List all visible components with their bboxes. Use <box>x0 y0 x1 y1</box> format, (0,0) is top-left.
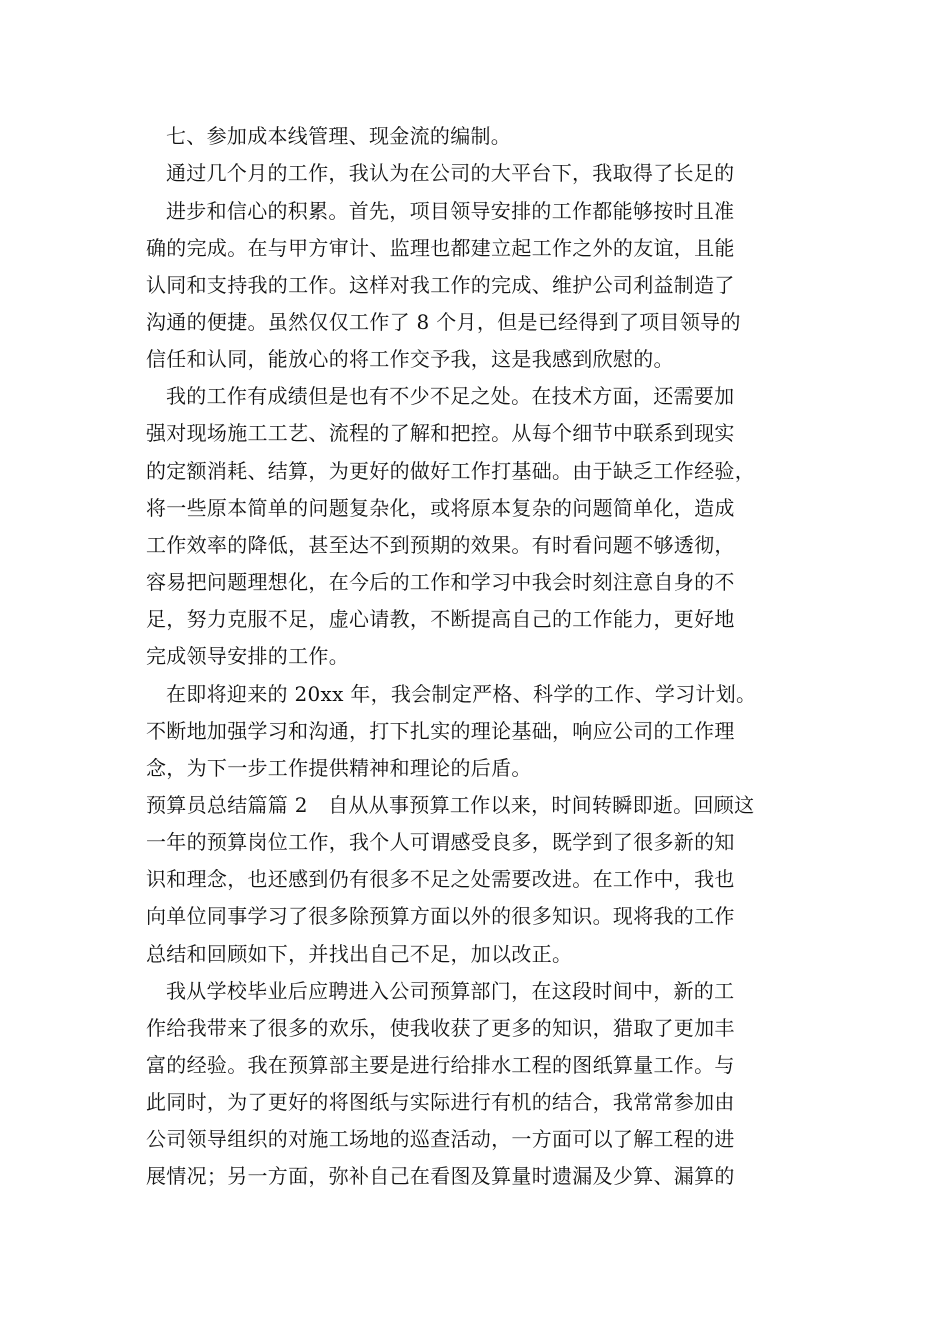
text-line: 展情况；另一方面，弥补自己在看图及算量时遗漏及少算、漏算的 <box>146 1164 735 1188</box>
text-line: 确的完成。在与甲方审计、监理也都建立起工作之外的友谊，且能 <box>146 236 735 260</box>
text-line: 作给我带来了很多的欢乐，使我收获了更多的知识，猎取了更加丰 <box>146 1016 735 1040</box>
text-line: 公司领导组织的对施工场地的巡查活动，一方面可以了解工程的进 <box>146 1127 735 1151</box>
text-line: 一年的预算岗位工作，我个人可谓感受良多，既学到了很多新的知 <box>146 830 735 854</box>
text-line: 向单位同事学习了很多除预算方面以外的很多知识。现将我的工作 <box>146 904 735 928</box>
text-line: 强对现场施工工艺、流程的了解和把控。从每个细节中联系到现实 <box>146 421 735 445</box>
text-line: 通过几个月的工作，我认为在公司的大平台下，我取得了长足的 <box>166 161 735 185</box>
text-line: 进步和信心的积累。首先，项目领导安排的工作都能够按时且准 <box>166 199 735 223</box>
text-line: 工作效率的降低，甚至达不到预期的效果。有时看问题不够透彻， <box>146 533 735 557</box>
text-line: 完成领导安排的工作。 <box>146 644 349 668</box>
text-line: 我从学校毕业后应聘进入公司预算部门，在这段时间中，新的工 <box>166 979 735 1003</box>
text-line: 预算员总结篇篇 2 自从从事预算工作以来，时间转瞬即逝。回顾这 <box>146 793 755 817</box>
text-line: 我的工作有成绩但是也有不少不足之处。在技术方面，还需要加 <box>166 384 735 408</box>
text-line: 七、参加成本线管理、现金流的编制。 <box>166 124 512 148</box>
text-line: 富的经验。我在预算部主要是进行给排水工程的图纸算量工作。与 <box>146 1053 735 1077</box>
text-line: 在即将迎来的 20xx 年，我会制定严格、科学的工作、学习计划。 <box>166 682 757 706</box>
text-line: 足，努力克服不足，虚心请教，不断提高自己的工作能力，更好地 <box>146 607 735 631</box>
text-line: 信任和认同，能放心的将工作交予我，这是我感到欣慰的。 <box>146 347 674 371</box>
text-line: 念，为下一步工作提供精神和理论的后盾。 <box>146 756 532 780</box>
text-line: 的定额消耗、结算，为更好的做好工作打基础。由于缺乏工作经验， <box>146 459 755 483</box>
text-line: 总结和回顾如下，并找出自己不足，加以改正。 <box>146 942 573 966</box>
text-line: 容易把问题理想化，在今后的工作和学习中我会时刻注意自身的不 <box>146 570 735 594</box>
text-line: 沟通的便捷。虽然仅仅工作了 8 个月，但是已经得到了项目领导的 <box>146 310 741 334</box>
text-line: 不断地加强学习和沟通，打下扎实的理论基础，响应公司的工作理 <box>146 719 735 743</box>
text-line: 此同时，为了更好的将图纸与实际进行有机的结合，我常常参加由 <box>146 1090 735 1114</box>
text-line: 认同和支持我的工作。这样对我工作的完成、维护公司利益制造了 <box>146 273 735 297</box>
text-line: 将一些原本简单的问题复杂化，或将原本复杂的问题简单化，造成 <box>146 496 735 520</box>
text-line: 识和理念，也还感到仍有很多不足之处需要改进。在工作中，我也 <box>146 867 735 891</box>
